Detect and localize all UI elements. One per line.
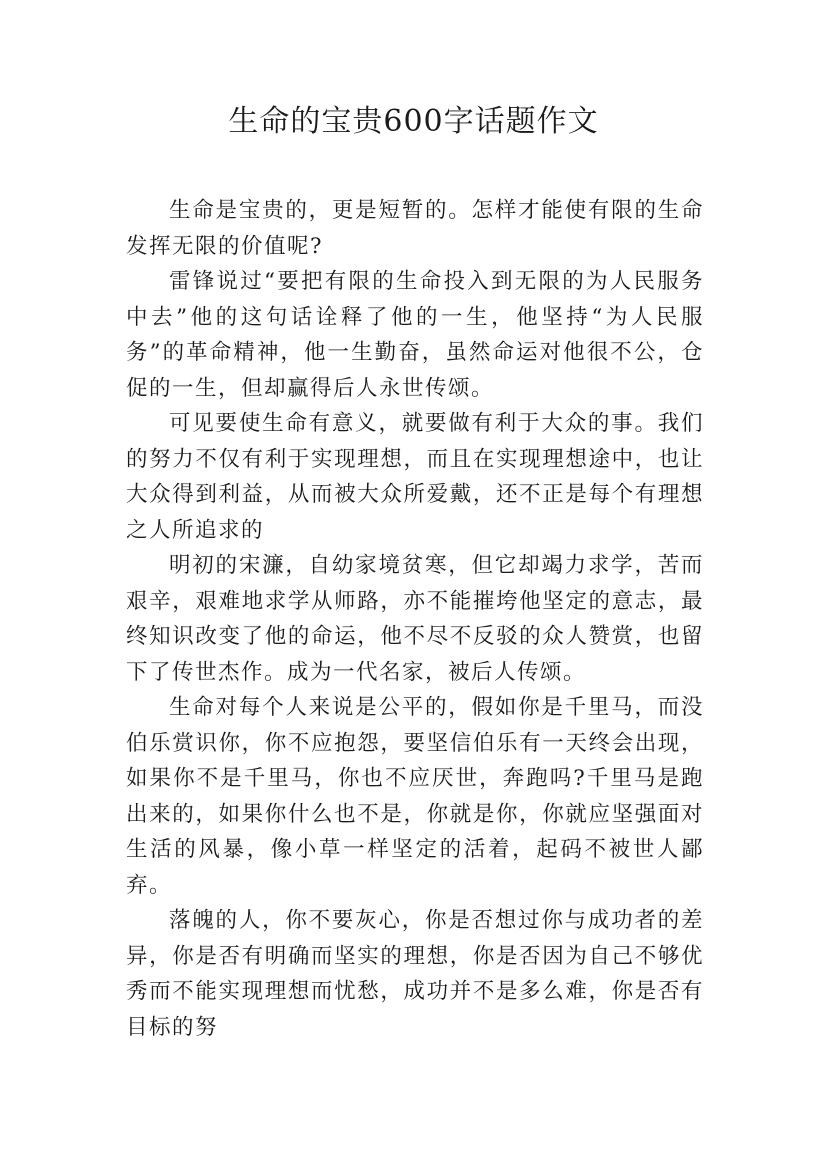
paragraph-6: 落魄的人，你不要灰心，你是否想过你与成功者的差异，你是否有明确而坚实的理想，你是否因为自己不够优秀而不能实现理想而忧愁，成功并不是多么难，你是否有目标的努 <box>126 908 704 1040</box>
paragraph-4: 明初的宋濂，自幼家境贫寒，但它却竭力求学，苦而艰辛，艰难地求学从师路，亦不能摧垮他坚定的意志，最终知识改变了他的命运，他不尽不反驳的众人赞赏，也留下了传世杰作。成为一代名家，被后人传颂。 <box>126 553 704 685</box>
paragraph-5: 生命对每个人来说是公平的，假如你是千里马，而没伯乐赏识你，你不应抱怨，要坚信伯乐有一天终会出现，如果你不是千里马，你也不应厌世，奔跑吗?千里马是跑出来的，如果你什么也不是，你就是你，你就应坚强面对生活的风暴，像小草一样坚定的活着，起码不被世人鄙弃。 <box>126 695 704 898</box>
paragraph-1: 生命是宝贵的，更是短暂的。怎样才能使有限的生命发挥无限的价值呢? <box>126 198 704 259</box>
document-body <box>126 193 704 1045</box>
page-title: 生命的宝贵600字话题作文 <box>228 104 599 139</box>
paragraph-2: 雷锋说过“要把有限的生命投入到无限的为人民服务中去”他的这句话诠释了他的一生，他坚持“为人民服务”的革命精神，他一生勤奋，虽然命运对他很不公，仓促的一生，但却赢得后人永世传颂。 <box>126 269 704 401</box>
paragraph-3: 可见要使生命有意义，就要做有利于大众的事。我们的努力不仅有利于实现理想，而且在实现理想途中，也让大众得到利益，从而被大众所爱戴，还不正是每个有理想之人所追求的 <box>126 411 704 543</box>
